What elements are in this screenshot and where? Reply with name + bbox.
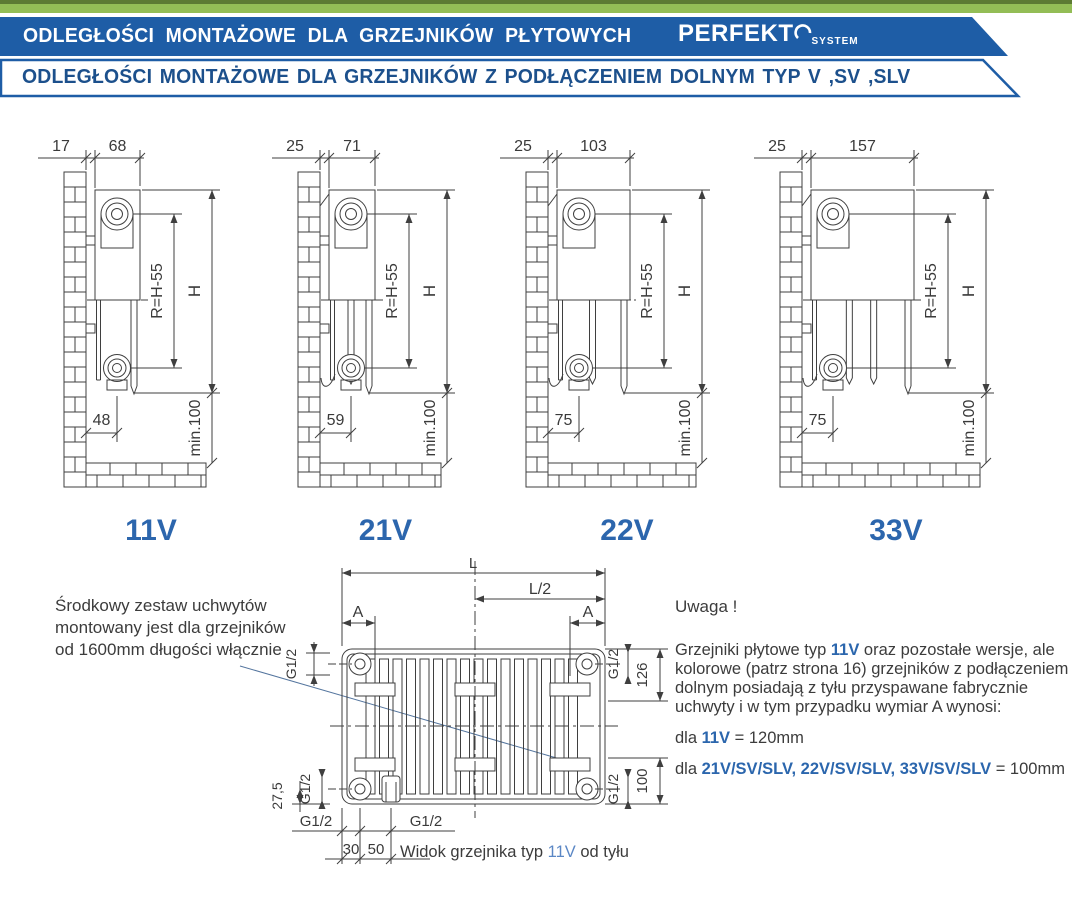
dim-pipe-spacing: 50: [367, 841, 385, 858]
warning-paragraph: Grzejniki płytowe typ 11V oraz pozostałe wersje, ale kolorowe (patrz strona 16) grzejników z podłączeniem dolnym posiadają z tyłu przyspawane fabrycznie uchwyty i w tym przypadku wymiar A wynosi:: [675, 641, 1069, 716]
thread-bottom-right: G1/2: [605, 773, 621, 805]
brand-sub-name: SYSTEM: [811, 36, 859, 47]
dim-bottom-offset: 75: [808, 412, 827, 429]
dim-bottom-right: 100: [634, 768, 651, 794]
type-label: 21V: [358, 514, 413, 547]
type-label: 22V: [600, 514, 654, 547]
dim-a-left: A: [352, 604, 364, 621]
thread-top-left: G1/2: [283, 648, 299, 680]
brand-swoosh-icon: [794, 22, 814, 42]
dim-wall-gap: 17: [52, 138, 70, 155]
dim-radius: R=H-55: [149, 263, 166, 319]
dim-bottom-left-offset: 27,5: [269, 782, 285, 810]
thread-pipe-right: G1/2: [409, 813, 443, 830]
thread-pipe-left: G1/2: [299, 813, 333, 830]
dim-depth: 157: [849, 138, 876, 155]
dim-height: H: [420, 284, 439, 298]
note-line: od 1600mm długości włącznie: [55, 640, 282, 659]
note-line: Środkowy zestaw uchwytów: [55, 596, 267, 615]
dimension-a-11v: dla 11V = 120mm: [675, 729, 804, 747]
side-diagram-33v: [746, 130, 1056, 550]
thread-bottom-left: G1/2: [297, 773, 313, 805]
dim-min-floor: min.100: [187, 399, 204, 457]
dim-radius: R=H-55: [384, 263, 401, 319]
warning-note: [675, 597, 1070, 779]
dim-radius: R=H-55: [639, 263, 656, 319]
rear-view-diagram: [230, 556, 690, 891]
dim-height: H: [185, 284, 204, 298]
side-diagram-21v: [264, 130, 494, 550]
rear-view-caption: Widok grzejnika typ 11V od tyłu: [400, 843, 629, 861]
brand-name: PERFEKT: [678, 20, 794, 47]
side-diagram-11v: [30, 130, 260, 550]
type-label: 33V: [869, 514, 923, 547]
dim-depth: 68: [108, 138, 127, 155]
dim-height: H: [959, 284, 978, 298]
dim-wall-gap: 25: [514, 138, 532, 155]
dim-bottom-offset: 59: [326, 412, 345, 429]
dim-length: L: [468, 556, 478, 572]
dim-min-floor: min.100: [677, 399, 694, 457]
dim-radius: R=H-55: [923, 263, 940, 319]
side-diagram-22v: [492, 130, 752, 550]
dim-half-length: L/2: [528, 581, 552, 598]
header-banner-shapes: [0, 0, 1072, 110]
dim-height: H: [675, 284, 694, 298]
dim-depth: 103: [580, 138, 607, 155]
brand-logo: [678, 20, 859, 48]
dim-a-right: A: [582, 604, 594, 621]
note-line: montowany jest dla grzejników: [55, 618, 286, 637]
warning-title: Uwaga !: [675, 597, 738, 616]
page-subtitle: ODLEGŁOŚCI MONTAŻOWE DLA GRZEJNIKÓW Z PODŁĄCZENIEM DOLNYM TYP V ,SV ,SLV: [22, 66, 911, 88]
dim-wall-gap: 25: [768, 138, 786, 155]
type-label: 11V: [125, 514, 177, 547]
dim-bottom-offset: 75: [554, 412, 573, 429]
dim-depth: 71: [343, 138, 361, 155]
page-title: ODLEGŁOŚCI MONTAŻOWE DLA GRZEJNIKÓW PŁYTOWYCH: [23, 25, 632, 47]
dim-bottom-offset: 48: [92, 412, 111, 429]
center-bracket-note: [55, 595, 286, 661]
dim-min-floor: min.100: [422, 399, 439, 457]
dimension-a-others: dla 21V/SV/SLV, 22V/SV/SLV, 33V/SV/SLV = 100mm: [675, 760, 1065, 778]
dim-min-floor: min.100: [961, 399, 978, 457]
dim-pipe-offset: 30: [342, 841, 360, 858]
thread-top-right: G1/2: [605, 648, 621, 680]
dim-top-right: 126: [634, 662, 651, 688]
dim-wall-gap: 25: [286, 138, 304, 155]
